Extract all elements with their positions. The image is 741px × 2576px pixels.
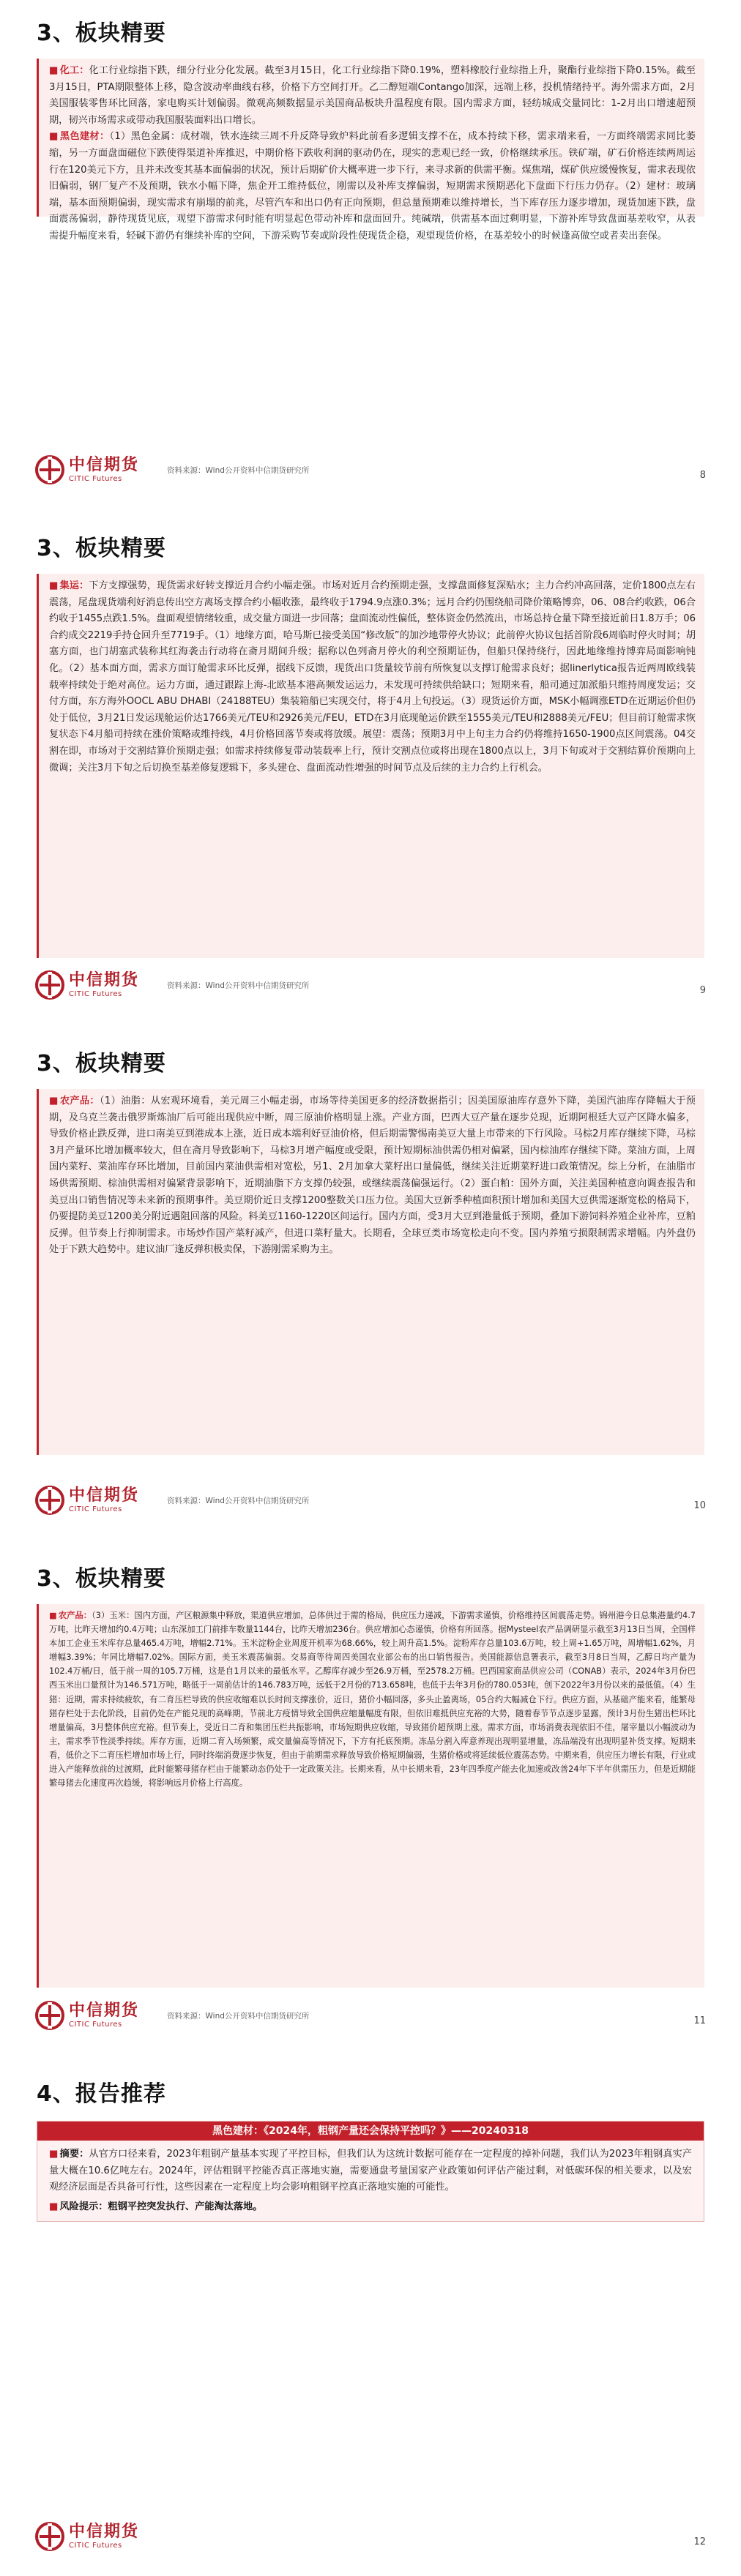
paragraph-text: （1）黑色金属：成材端，铁水连续三周不升反降导致炉料此前看多逻辑支撑不在，成本持续下移，需求端来看，一方面终端需求同比萎缩，另一方面盘面磁位下跌使得渠道补库推迟，中期价格下跌收利润的驱动仍在，现实的悲观已经一致，价格继续承压。铁矿端，矿石价格连续两周运行在120美元下方，且并未改变其基本面偏弱的状况，预计后期矿价大概率进一步下行，来寻求新的供需平衡。煤焦端，煤矿供应缓慢恢复，需求表现依旧偏弱，钢厂复产不及预期，铁水小幅下降，焦企开工维持低位，刚需以及补库支撑偏弱，短期需求预期恶化下盘面下行压力仍存。（2）建材：玻璃端，基本面预期偏弱，现实需求有崩塌的前兆，尽管汽车和出口仍有正向预期，但总量预期难以维持增长，当下库存压力逐步增加，现货加速下跌，盘面震荡偏弱，静待现货见底，观望下游需求何时能有明显起色带动补库和盘面回升。纯碱端，供需基本面过剩明显，下游补库导致盘面基差收窄，从表需提升幅度来看，轻碱下游仍有继续补库的空间，下游采购节奏或阶段性使现货企稳，观望现货价格，在基差较小的时候逢高做空或者卖出套保。 bbox=[49, 131, 696, 242]
logo-en: CITIC Futures bbox=[69, 2541, 122, 2550]
citic-logo bbox=[35, 1486, 139, 1515]
report-page-8 bbox=[0, 0, 741, 515]
logo-en: CITIC Futures bbox=[69, 2020, 122, 2029]
report-abstract bbox=[49, 2146, 692, 2196]
report-page-10 bbox=[0, 1030, 741, 1546]
content-box bbox=[37, 1604, 704, 1988]
citic-logo bbox=[35, 2001, 139, 2030]
bullet-icon: ■ bbox=[49, 65, 59, 76]
bullet-icon: ■ bbox=[49, 1096, 59, 1107]
logo-cn: 中信期货 bbox=[69, 2001, 140, 2020]
bullet-icon: ■ bbox=[49, 131, 59, 143]
bullet-icon: ■ bbox=[49, 2149, 59, 2160]
paragraph-shipping bbox=[49, 578, 696, 776]
page-title: 3、板块精要 bbox=[37, 1051, 166, 1077]
paragraph-keyword: 农产品： bbox=[59, 1096, 100, 1107]
page-number: 9 bbox=[699, 984, 706, 996]
page-title: 3、板块精要 bbox=[37, 536, 166, 561]
citic-logo-icon bbox=[35, 970, 64, 1000]
footer-source: 资料来源：Wind公开资料中信期货研究所 bbox=[167, 465, 310, 475]
logo-cn: 中信期货 bbox=[69, 1486, 140, 1505]
report-body bbox=[37, 2141, 704, 2221]
page-footer bbox=[35, 2522, 706, 2551]
logo-en: CITIC Futures bbox=[69, 474, 122, 483]
paragraph-black-building bbox=[49, 129, 696, 244]
paragraph-keyword: 化工： bbox=[59, 65, 89, 76]
page-footer bbox=[35, 1486, 706, 1515]
footer-source: 资料来源：Wind公开资料中信期货研究所 bbox=[167, 981, 310, 990]
content-box bbox=[37, 59, 704, 242]
logo-cn: 中信期货 bbox=[69, 970, 140, 989]
logo-cn: 中信期货 bbox=[69, 455, 140, 474]
page-footer bbox=[35, 2001, 706, 2030]
logo-en: CITIC Futures bbox=[69, 1505, 122, 1513]
abstract-label: 摘要： bbox=[59, 2149, 89, 2160]
page-title: 3、板块精要 bbox=[37, 1566, 166, 1592]
citic-logo bbox=[35, 970, 139, 1000]
paragraph-text: 下方支撑强势，现货需求好转支撑近月合约小幅走强。市场对近月合约预期走强，支撑盘面修复深贴水；主力合约冲高回落，定价1800点左右震荡，尾盘现货端利好消息传出空方离场支撑合约小幅收涨，最终收于1794.9点涨0.3%；远月合约仍围绕船司降价策略博弈，06、08合约收跌，06合约收于1455点跌1.5%。盘面观望情绪较重，成交量方面进一步回落；盘面流动性偏低，整体资金仍然流出，市场总持仓量下降至接近前日1.8万手；06合约成交2219手持仓回升至7719手。（1）地缘方面，哈马斯已接受美国“修改版”的加沙地带停火协议；此前停火协议包括首阶段6周临时停火时间；胡塞方面，也门胡塞武装称其红海袭击行动将在斋月期间升级；据称以色列斋月停火的利空预期证伪，但船只保持绕行，因此地缘维持博弈局面影响钝化。（2）基本面方面，需求方面订舱需求环比反弹，据线下反馈，现货出口货量较节前有所恢复以支撑订舱需求良好；据linerlytica报告近两周欧线装载率持续处于绝对高位。运力方面，通过跟踪上海-北欧基本港高频发运运力，未发现可持续供给缺口；短期来看，船司通过加派船只维持周度发运；交付方面，东方海外OOCL ABU DHABI（24188TEU）集装箱船已实现交付，将于4月上旬投运。（3）现货运价方面，MSK小幅调涨ETD在近期运价但仍处于低位，3月21日发运现舱运价达1766美元/TEU和2926美元/FEU，ETD在3月底现舱运价跌至1555美元/TEU和2888美元/FEU；但目前订舱需求恢复状态下4月船司持续在涨价策略或维持线，4月价格回落节奏或将放缓。展望：震荡；预期3月中上旬主力合约仍将维持1650-1900点区间震荡。04交割在即，市场对于交割结算价预期走强；如需求持续修复带动装载率上行，预计交割点位或将出现在1800点以上，3月下旬或对于交割结算价预期向上微调；关注3月下旬之后切换至基差修复逻辑下，多头建仓、盘面流动性增强的时间节点及后续的主力合约上行机会。 bbox=[49, 580, 696, 774]
bullet-icon: ■ bbox=[49, 2201, 59, 2212]
page-number: 11 bbox=[693, 2015, 706, 2026]
page-title: 3、板块精要 bbox=[37, 20, 166, 46]
footer-source: 资料来源：Wind公开资料中信期货研究所 bbox=[167, 2011, 310, 2021]
report-page-11 bbox=[0, 1546, 741, 2061]
citic-logo-icon bbox=[35, 2522, 64, 2551]
report-page-12 bbox=[0, 2061, 741, 2576]
page-number: 8 bbox=[699, 469, 706, 481]
logo-cn: 中信期货 bbox=[69, 2522, 140, 2541]
paragraph-chemical bbox=[49, 63, 696, 129]
page-title: 4、报告推荐 bbox=[37, 2081, 166, 2107]
bullet-icon: ■ bbox=[49, 1611, 57, 1620]
page-footer bbox=[35, 455, 706, 484]
paragraph-text: 化工行业综指下跌，细分行业分化发展。截至3月15日，化工行业综指下降0.19%，塑料橡胶行业综指上升，聚酯行业综指下降0.15%。截至3月15日，PTA期限整体上移，隐含波动率曲线右移，价格下方空间打开。乙二醇短端Contango加深，远端上移，投机情绪持平。海外需求方面，2月美国服装零售环比回落，家电购买计划偏弱。微观高频数据显示美国商品板块升温程度有限。国内需求方面，轻纺城成交量同比：1-2月出口增速超预期，韧兴市场需求或带动我国服装面料出口增长。 bbox=[49, 65, 696, 126]
paragraph-agriculture-2 bbox=[49, 1609, 696, 1790]
risk-label: 风险提示： bbox=[59, 2201, 108, 2212]
content-box bbox=[37, 574, 704, 958]
page-number: 10 bbox=[693, 1499, 706, 1511]
paragraph-agriculture bbox=[49, 1093, 696, 1259]
footer-source: 资料来源：Wind公开资料中信期货研究所 bbox=[167, 1496, 310, 1505]
paragraph-keyword: 黑色建材： bbox=[59, 131, 110, 143]
paragraph-text: （1）油脂：从宏观环境看，美元周三小幅走弱，市场等待美国更多的经济数据指引；因美国原油库存意外下降，美国汽油库存降幅大于预期，及乌克兰袭击俄罗斯炼油厂后可能出现供应中断，周三原油价格明显上涨。产业方面，巴西大豆产量在逐步兑现，近期阿根廷大豆产区降水偏多，导致价格止跌反弹，进口南美豆到港成本上涨，近日成本端利好豆油价格，但后期需警惕南美豆大量上市带来的下行风险。马棕2月库存继续下降，马棕3月产量环比增加概率较大，但在斋月导致影响下，马棕3月增产幅度或受限，预计短期标油供需仍相对偏紧，国内棕油库存继续下降。菜油方面，上周国内菜籽、菜油库存环比增加，目前国内菜油供需相对宽松，另1、2月加拿大菜籽出口量偏低，继续关注近期菜籽进口政策情况。综上分析，在油脂市场供需预期、棕油供需相对偏紧背景影响下，近期油脂下方支撑仍较强，或继续震荡偏强运行。（2）蛋白粕：国外方面，关注美国种植意向调查报告和美豆出口销售情况等未来新的预期事件。美豆期价近日支撑1200整数关口压力位。美国大豆新季种植面积预计增加和美国大豆供需逐渐宽松的格局下，仍要提防美豆1200美分附近遇阻回落的风险。料美豆1160-1220区间运行。国内方面，受3月大豆到港量低于预期，叠加下游饲料养殖企业补库，豆粕反弹。但节奏上行抑制需求。市场炒作国产菜籽减产，但进口菜籽量大。长期看，全球豆类市场宽松走向不变。国内养殖亏损限制需求增幅。内外盘仍处于下跌大趋势中。建议油厂逢反弹积极卖保，下游刚需采购为主。 bbox=[49, 1096, 696, 1256]
bullet-icon: ■ bbox=[49, 580, 59, 591]
citic-logo-icon bbox=[35, 1486, 64, 1515]
recommended-report-box bbox=[37, 2121, 704, 2222]
paragraph-text: （3）玉米：国内方面，产区粮源集中释放，渠道供应增加，总体供过于需的格局，供应压力递减，下游需求谨慎，价格维持区间震荡走势。锦州港今日总集港量约4.7万吨，比昨天增加约0.4万吨；山东深加工门前排车数量1144台，比昨天增加236台。供应增加心态谨慎，价格有所回落。据Mysteel农产品调研显示截至3月13日当周，全国样本加工企业玉米库存总量465.4万吨，增幅2.71%。玉米淀粉企业周度开机率为68.66%，较上周升高1.5%。淀粉库存总量103.6万吨，较上周+1.65万吨，周增幅1.62%，月增幅3.39%；年同比增幅7.02%。国际方面，美玉米震荡偏弱。交易商等待周四美国农业部公布的出口销售报告。美国能源信息署表示，截至3月8日当周，乙醇日均产量为102.4万桶/日，低于前一周的105.7万桶，这是自1月以来的最低水平。乙醇库存减少至26.9万桶，至2578.2万桶。巴西国家商品供应公司（CONAB）表示，2024年3月份巴西玉米出口量预计为146.571万吨，略低于一周前估计的146.783万吨，远低于2月份的713.658吨，也低于去年3月份的780.053吨，创下2022年3月份以来的最低值。（4）生猪：近期，需求持续疲软，有二育压栏导致的供应收缩难以长时间支撑涨价，近日，猪价小幅回落，多头止盈离场，05合约大幅减仓下行。供应方面，从基础产能来看，能繁母猪存栏处于去化阶段，目前仍处在产能兑现的高峰期，节前北方疫情导致全国供应缩量幅度有限，但依旧难抵供应充裕的大势，随着春节节点逐步显露，预计3月份生猪出栏环比增量偏高，3月整体供应充裕。但节奏上，受近日二育和集团压栏共振影响，市场短期供应收缩，导致猪价超预期上涨。需求方面，市场消费表现依旧不佳，屠宰量以小幅波动为主，需求季节性淡季持续。库存方面，近期二育入场频繁，成交量偏高等情况下，下方有托底预期。冻品分割入库意养现出现明显增量，冻品端没有出现明显补货支撑。短期来看，低价之下二育压栏增加市场上行，同时终端消费逐步恢复，但由于前期需求释放导致价格短期偏弱，生猪价格或将延续低位震荡态势。中期来看，供应压力增长有限，行业或进入产能释放前的过渡期，此时能繁母猪存栏由于能繁动态仍处于一定政策关注。长期来看，从中长期来看，23年四季度产能去化加速或改善24年下半年供需压力，但是近期能繁母猪去化速度再次趋缓，将影响远月价格上行高度。 bbox=[49, 1611, 696, 1789]
citic-logo bbox=[35, 2522, 139, 2551]
risk-text: 粗钢平控突发执行、产能淘汰落地。 bbox=[108, 2201, 263, 2212]
abstract-text: 从官方口径来看，2023年粗钢产量基本实现了平控目标，但我们认为这统计数据可能存在一定程度的掉补问题，我们认为2023年粗钢真实产量大概在10.6亿吨左右。2024年，评估粗钢平控能否真正落地实施，需要通盘考量国家产业政策如何评估产能过剩，对低碳环保的相关要求，以及宏观经济层面是否具备可行性，这些因素在一定程度上均会影响粗钢平控真正落地实施的可能性。 bbox=[49, 2149, 692, 2193]
content-box bbox=[37, 1089, 704, 1455]
citic-logo-icon bbox=[35, 455, 64, 484]
report-risk bbox=[49, 2199, 692, 2216]
report-header[interactable]: 黑色建材：《2024年，粗钢产量还会保持平控吗？》——20240318 bbox=[37, 2122, 704, 2141]
logo-en: CITIC Futures bbox=[69, 989, 122, 998]
paragraph-keyword: 农产品： bbox=[58, 1611, 92, 1620]
report-page-9 bbox=[0, 515, 741, 1030]
citic-logo bbox=[35, 455, 139, 484]
page-footer bbox=[35, 970, 706, 1000]
page-number: 12 bbox=[693, 2536, 706, 2547]
citic-logo-icon bbox=[35, 2001, 64, 2030]
paragraph-keyword: 集运： bbox=[59, 580, 89, 591]
